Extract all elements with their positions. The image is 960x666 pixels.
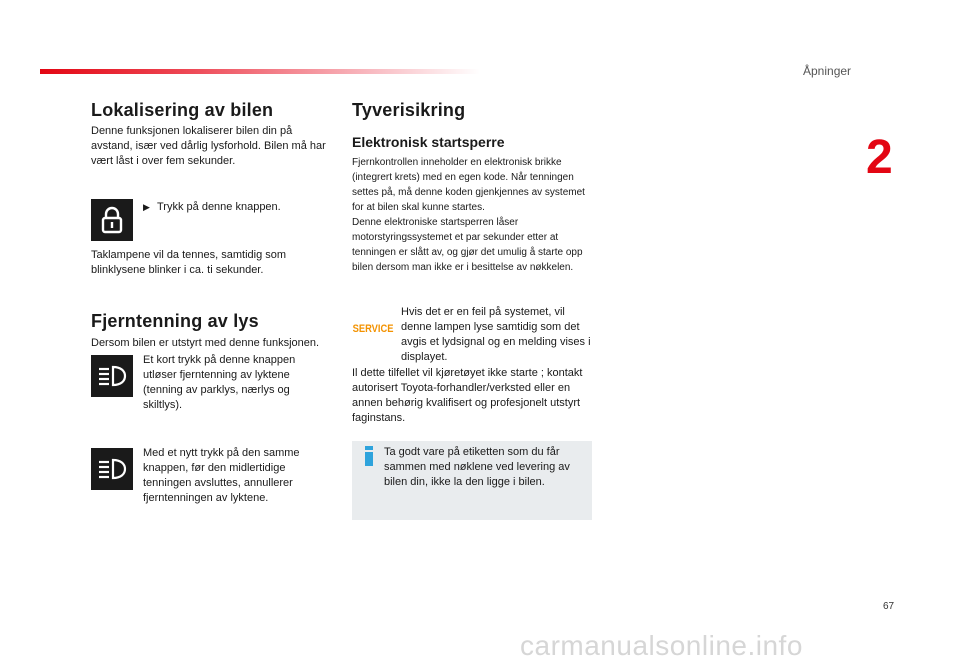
info-text: Ta godt vare på etiketten som du får sammen med nøklene ved levering av bilen din, ikke la den ligge i bilen.	[384, 446, 570, 488]
locate-intro: Denne funksjonen lokaliserer bilen din på avstand, især ved dårlig lysforhold. Bilen må har vært låst i over fem sekunder.	[91, 125, 326, 167]
headlight-icon	[97, 458, 127, 480]
lights-item-2: Med et nytt trykk på den samme knappen, før den midlertidige tenningen avsluttes, annullerer fjerntenningen av lyktene.	[143, 447, 300, 504]
headlight-icon	[97, 365, 127, 387]
lock-button-icon	[91, 199, 133, 241]
service-warning-icon	[352, 317, 394, 341]
info-icon	[362, 446, 376, 466]
section-title-locate: Lokalisering av bilen	[91, 100, 274, 120]
headlight-button-1	[91, 355, 133, 397]
locate-instruction	[143, 200, 323, 215]
service-text: Hvis det er en feil på systemet, vil denne lampen lyse samtidig som det avgis et lydsignal og en melding vises i displayet.	[401, 306, 591, 363]
service-followup: Il dette tilfellet vil kjøretøyet ikke starte ; kontakt autorisert Toyota-forhandler/verksted eller en annen behørig kvalifisert og profesjonelt utstyrt faginstans.	[352, 367, 583, 424]
lights-item-1: Et kort trykk på denne knappen utløser fjerntenning av lyktene (tenning av parklys, nærlys og skiltlys).	[143, 354, 296, 411]
chapter-title: Åpninger	[803, 64, 852, 78]
locate-instruction-text: Trykk på denne knappen.	[157, 201, 281, 213]
lock-icon	[101, 206, 123, 234]
immobiliser-body: Fjernkontrollen inneholder en elektronisk brikke (integrert krets) med en egen kode. Når tenningen settes på, må denne koden gjenkjennes av systemet for at bilen skal kunne startes. Denne elektroniske startsperren låser motorstyringssystemet et par sekunder etter at tenningen er slått av, og gjør det umulig å starte opp bilen dersom man ikke er i besittelse av nøkkelen.	[352, 157, 585, 273]
service-label: SERVICE	[352, 323, 394, 335]
header-accent-bar	[40, 69, 480, 74]
locate-result: Taklampene vil da tennes, samtidig som blinklysene blinker i ca. ti sekunder.	[91, 249, 287, 276]
section-title-lights: Fjerntenning av lys	[91, 311, 259, 331]
headlight-button-2	[91, 448, 133, 490]
page-number: 67	[883, 601, 895, 612]
bullet-marker: ▶	[143, 202, 150, 212]
subsection-title-immobiliser: Elektronisk startsperre	[352, 134, 505, 150]
section-title-antitheft: Tyverisikring	[352, 100, 466, 120]
watermark: carmanualsonline.info	[520, 630, 803, 661]
chapter-number: 2	[866, 131, 893, 184]
lights-intro: Dersom bilen er utstyrt med denne funksjonen.	[91, 337, 320, 349]
